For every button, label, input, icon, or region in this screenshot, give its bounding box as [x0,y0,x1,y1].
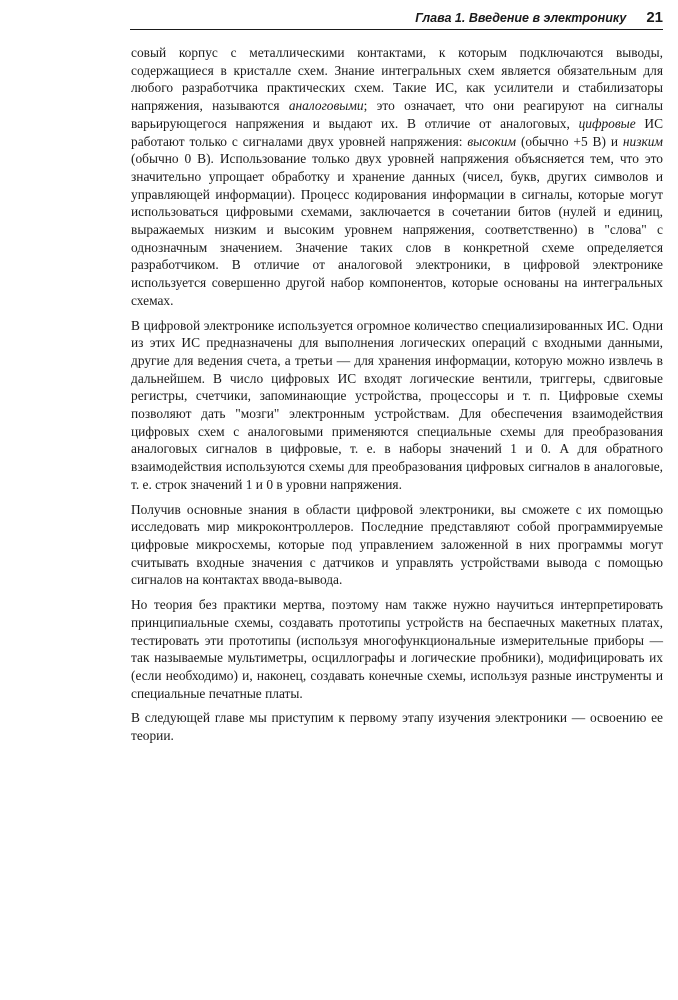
text-run: ИС работают только с сигналами двух уровней напряжения: [131,115,663,149]
text-run: (обычно +5 В) и [516,133,623,149]
italic-term: аналоговыми [288,98,364,114]
text-run: Получив основные знания в области цифровой электроники, вы сможете с их помощью исследовать мир микроконтроллеров. Последние представляют собой программируемые цифровые микросхемы, которые под управлением заложенной в них программы могут считывать входные значения с датчиков и управлять устройствами вывода с помощью сигналов на контактах ввода-вывода. [131,501,663,588]
italic-term: высоким [467,133,517,149]
text-run: совый корпус с металлическими контактами, к которым подключаются выводы, содержащиеся в кристалле схем. Знание интегральных схем является обязательным для любого разработчика практических схем. Такие ИС, как усилители и стабилизаторы напряжения, называются [131,45,663,114]
paragraph [131,709,663,744]
paragraph [131,501,663,590]
text-run: ; это означает, что они реагируют на сигналы варьирующегося напряжения и выдают их. В отличие от аналоговых, [131,98,663,131]
text-run: Но теория без практики мертва, поэтому нам также нужно научиться интерпретировать принципиальные схемы, создавать прототипы устройств на беспаечных макетных платах, тестировать эти прототипы (используя многофункциональные измерительные приборы — так называемые мультиметры, осциллографы и логические пробники), модифицировать их (если необходимо) и, наконец, создавать конечные схемы, используя разные инструменты и специальные печатные платы. [131,597,663,701]
page-number: 21 [646,9,663,26]
text-run: В следующей главе мы приступим к первому этапу изучения электроники — освоению ее теории. [131,710,663,744]
text-run: (обычно 0 В). Использование только двух уровней напряжения объясняется тем, что это значительно упрощает обработку и хранение данных (чисел, букв, других символов и управляющей информации). Процесс кодирования информации в сигналы, которые могут использоваться цифровыми схемами, заключается в сочетании битов (нулей и единиц, выражаемых низким и высоким уровнем напряжения, соответственно) в "слова" с однозначным значением. Значение таких слов в конкретной схеме определяется разработчиком. В отличие от аналоговой электроники, в цифровой электронике используется совершенно другой набор компонентов, которые основаны на интегральных схемах. [131,151,663,308]
text-run: В цифровой электронике используется огромное количество специализированных ИС. Одни из этих ИС предназначены для выполнения логических операций с входными данными, другие для ведения счета, а третьи — для хранения информации, которую можно извлечь в дальнейшем. В число цифровых ИС входят логические вентили, триггеры, сдвиговые регистры, счетчики, запоминающие устройства, процессоры и т. п. Цифровые схемы позволяют дать "мозги" электронным устройствам. Для обеспечения взаимодействия цифровых схем с аналоговыми применяются специальные схемы для преобразования аналоговых сигналов в цифровые, т. е. в наборы значений 1 и 0. А для обратного взаимодействия используются схемы для преобразования цифровых сигналов в аналоговые, т. е. строк значений 1 и 0 в уровни напряжения. [131,317,663,492]
paragraph [131,596,663,702]
italic-term: цифровые [578,115,636,131]
text-body [131,44,663,752]
running-head [130,9,663,30]
paragraph [131,317,663,494]
paragraph [131,44,663,310]
italic-term: низким [622,133,663,149]
chapter-title: Глава 1. Введение в электронику [415,11,627,25]
